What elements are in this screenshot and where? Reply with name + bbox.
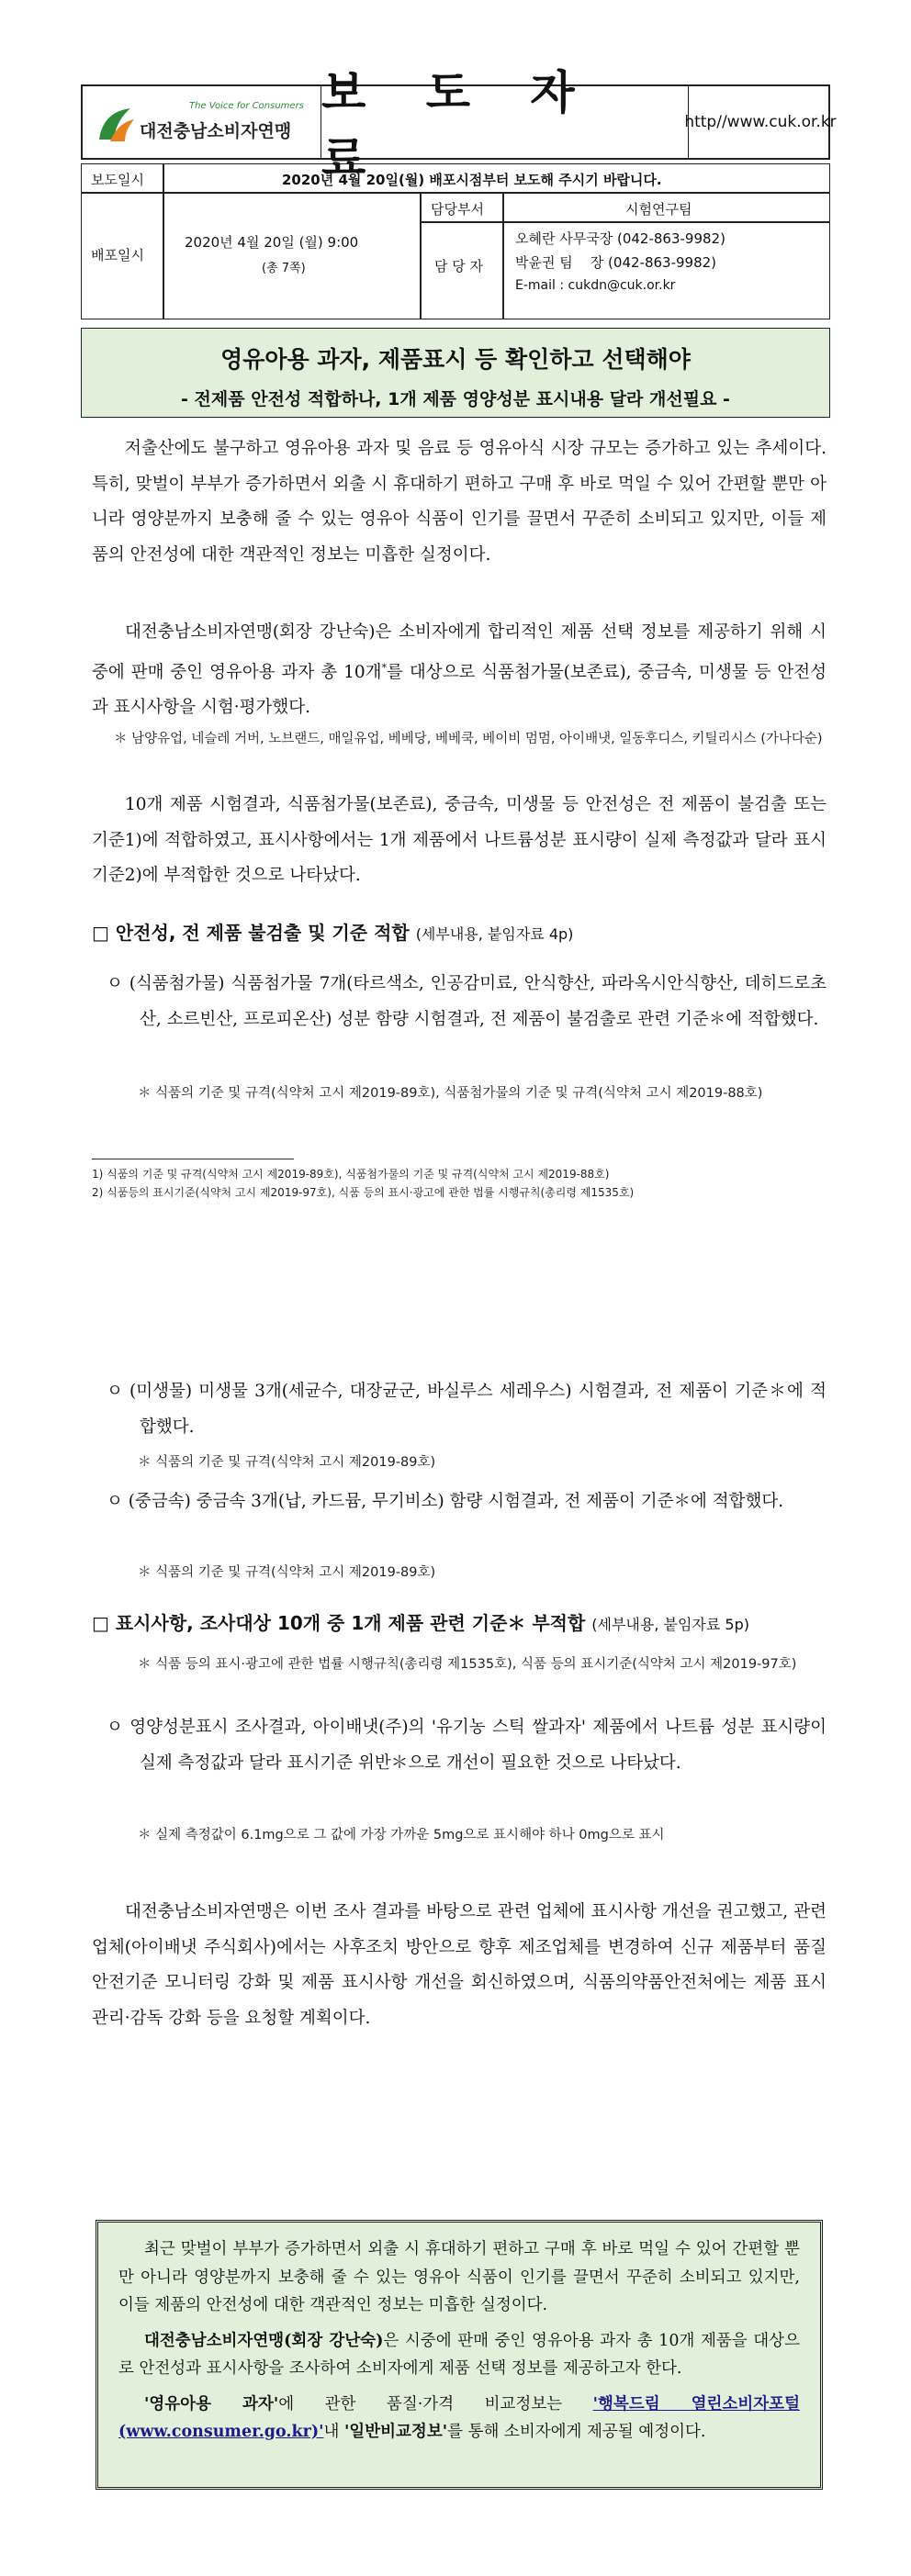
person-2: 박윤권 팀 장 (042-863-9982): [515, 254, 717, 271]
headline-box: [81, 328, 830, 418]
consumer-portal-link[interactable]: '행복드림 열린소비자포털(www.consumer.go.kr)': [118, 2394, 800, 2441]
bullet-heavy-metals-note: ＊ 식품의 기준 및 규격(식약처 고시 제2019-89호): [138, 1565, 436, 1580]
bullet-microbes: ㅇ (미생물) 미생물 3개(세균수, 대장균군, 바실루스 세레우스) 시험결과, 전 제품이 기준＊에 적합했다.: [107, 1382, 827, 1437]
bullet-labeling-note: ＊ 실제 측정값이 6.1mg으로 그 값에 가장 가까운 5mg으로 표시해야 하나 0mg으로 표시: [138, 1828, 665, 1842]
brand-list-note: ＊ 남양유업, 네슬레 거버, 노브랜드, 매일유업, 베베당, 베베쿡, 베이비 멈멈, 아이배냇, 일동후디스, 키틸리시스 (가나다순): [114, 732, 823, 746]
bullet-additives-note: ＊ 식품의 기준 및 규격(식약처 고시 제2019-89호), 식품첨가물의 기준 및 규격(식약처 고시 제2019-88호): [138, 1086, 763, 1101]
contact-email: E-mail : cukdn@cuk.or.kr: [515, 278, 676, 293]
logo-area: [83, 86, 321, 158]
section-safety-ref: (세부내용, 붙임자료 4p): [415, 925, 574, 943]
paragraph-survey-a: 대전충남소비자연맹(회장 강난숙)은 소비자에게 합리적인 제품 선택 정보를 제공하기 위해 시중에 판매 중인 영유아용 과자 총 10개: [92, 622, 827, 682]
summary-p2: [118, 2327, 800, 2383]
report-date-label: 보도일시: [91, 172, 144, 188]
summary-p3: [118, 2391, 800, 2447]
paragraph-results: 10개 제품 시험결과, 식품첨가물(보존료), 중금속, 미생물 등 안전성은 전 제품이 불검출 또는 기준1)에 적합하였고, 표시사항에서는 1개 제품에서 나트륨성분 표시량이 실제 측정값과 달라 표시기준2)에 부적합한 것으로 나타났다.: [92, 795, 827, 885]
bullet-heavy-metals: ㅇ (중금속) 중금속 3개(납, 카드뮴, 무기비소) 함량 시험결과, 전 제품이 기준＊에 적합했다.: [107, 1492, 784, 1511]
report-date-value: 2020년 4월 20일(월) 배포시점부터 보도해 주시기 바랍니다.: [282, 172, 662, 188]
summary-p3-d: 내: [323, 2423, 344, 2441]
paragraph-survey-b: 를 대상으로 식품첨가물(보존료), 중금속, 미생물 등 안전성과 표시사항을 시험·평가했다.: [92, 662, 827, 718]
bullet-labeling: ㅇ 영양성분표시 조사결과, 아이배냇(주)의 '유기농 스틱 쌀과자' 제품에서 나트륨 성분 표시량이 실제 측정값과 달라 표시기준 위반＊으로 개선이 필요한 것으로 나타났다.: [107, 1718, 827, 1773]
section-labeling-title: □ 표시사항, 조사대상 10개 중 1개 제품 관련 기준＊ 부적합: [92, 1612, 586, 1634]
summary-org: 대전충남소비자연맹(회장 강난숙): [144, 2331, 384, 2350]
person-1: 오혜란 사무국장 (042-863-9982): [515, 230, 725, 247]
subheadline: - 전제품 안전성 적합하나, 1개 제품 영양성분 표시내용 달라 개선필요 -: [181, 389, 730, 409]
org-url: http//www.cuk.or.kr: [684, 113, 837, 131]
footnote-2: 2) 식품등의 표시기준(식약처 고시 제2019-97호), 식품 등의 표시·광고에 관한 법률 시행규칙(총리령 제1535호): [92, 1186, 635, 1199]
footnote-1: 1) 식품의 기준 및 규격(식약처 고시 제2019-89호), 식품첨가물의 기준 및 규격(식약처 고시 제2019-88호): [92, 1168, 610, 1181]
paragraph-intro: 저출산에도 불구하고 영유아용 과자 및 음료 등 영유아식 시장 규모는 증가하고 있는 추세이다. 특히, 맞벌이 부부가 증가하면서 외출 시 휴대하기 편하고 구매 후 바로 먹일 수 있어 간편할 뿐만 아니라 영양분까지 보충해 줄 수 있는 영유아 식품이 인기를 끌면서 꾸준히 소비되고 있지만, 이들 제품의 안전성에 대한 객관적인 정보는 미흡한 실정이다.: [92, 439, 827, 565]
dist-date-label: 배포일시: [91, 247, 144, 263]
summary-p3-b: 에 관한 품질·가격 비교정보는: [278, 2394, 593, 2414]
page-title: 보 도 자 료: [321, 86, 689, 158]
slogan: The Voice for Consumers: [189, 101, 304, 111]
paragraph-followup: 대전충남소비자연맹은 이번 조사 결과를 바탕으로 관련 업체에 표시사항 개선을 권고했고, 관련 업체(아이배냇 주식회사)에서는 사후조치 방안으로 향후 제조업체를 변경하여 신규 제품부터 품질 안전기준 모니터링 강화 및 제품 표시사항 개선을 회신하였으며, 식품의약품안전처에는 제품 표시 관리·감독 강화 등을 요청할 계획이다.: [92, 1902, 827, 2028]
section-safety-title: □ 안전성, 전 제품 불검출 및 기준 적합: [92, 922, 410, 944]
summary-general-compare: '일반비교정보': [343, 2423, 448, 2441]
dept-label: 담당부서: [431, 201, 484, 218]
section-labeling-note: ＊ 식품 등의 표시·광고에 관한 법률 시행규칙(총리령 제1535호), 식품 등의 표시기준(식약처 고시 제2019-97호): [138, 1657, 797, 1672]
section-safety: [92, 918, 573, 945]
info-table: [81, 163, 830, 319]
summary-product: '영유아용 과자': [144, 2394, 279, 2414]
asterisk-mark: *: [381, 661, 387, 674]
bullet-additives: ㅇ (식품첨가물) 식품첨가물 7개(타르색소, 인공감미료, 안식향산, 파라옥시안식향산, 데히드로초산, 소르빈산, 프로피온산) 성분 함량 시험결과, 전 제품이 불검출로 관련 기준＊에 적합했다.: [107, 974, 827, 1029]
org-name: 대전충남소비자연맹: [140, 121, 292, 141]
org-logo-icon: [94, 103, 136, 145]
summary-p3-f: 를 통해 소비자에게 제공될 예정이다.: [447, 2423, 706, 2441]
bullet-microbes-note: ＊ 식품의 기준 및 규격(식약처 고시 제2019-89호): [138, 1455, 436, 1470]
person-label: 담 당 자: [434, 258, 484, 274]
paragraph-survey: [92, 615, 827, 726]
dept-value: 시험연구팀: [625, 201, 692, 218]
summary-p1: 최근 맞벌이 부부가 증가하면서 외출 시 휴대하기 편하고 구매 후 바로 먹일 수 있어 간편할 뿐만 아니라 영양분까지 보충해 줄 수 있는 영유아 식품이 인기를 끌면서 꾸준히 소비되고 있지만, 이들 제품의 안전성에 대한 객관적인 정보는 미흡한 실정이다.: [118, 2240, 800, 2314]
summary-box: [96, 2220, 823, 2490]
section-labeling: [92, 1608, 836, 1635]
section-labeling-ref: (세부내용, 붙임자료 5p): [591, 1616, 750, 1633]
headline: 영유아용 과자, 제품표시 등 확인하고 선택해야: [220, 346, 691, 373]
dist-pages: (총 7쪽): [262, 262, 306, 275]
summary-p2-rest: 은 시중에 판매 중인 영유아용 과자 총 10개 제품을 대상으로 안전성과 표시사항을 조사하여 소비자에게 제품 선택 정보를 제공하고자 한다.: [118, 2331, 800, 2378]
dist-date-value: 2020년 4월 20일 (월) 9:00: [185, 234, 359, 251]
